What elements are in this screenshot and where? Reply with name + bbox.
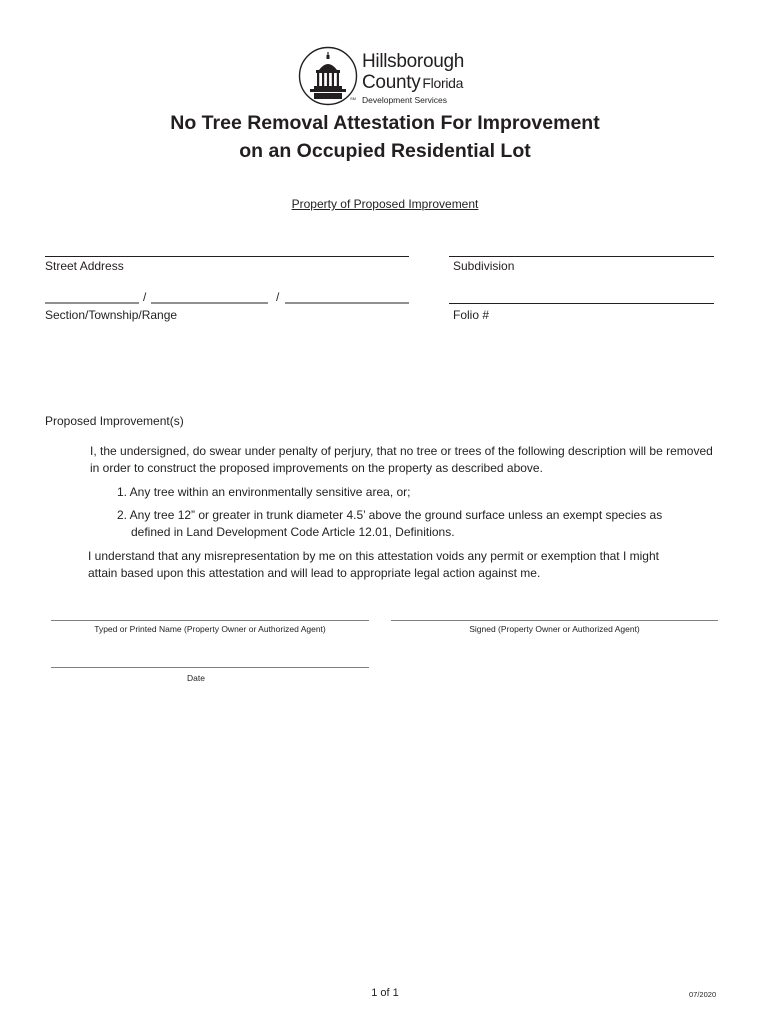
form-revision-date: 07/2020 xyxy=(689,990,717,999)
date-label: Date xyxy=(187,673,205,683)
signature-line[interactable] xyxy=(391,620,718,621)
street-address-line[interactable] xyxy=(45,256,409,257)
service-mark: SM xyxy=(350,96,356,101)
signature-label: Signed (Property Owner or Authorized Agent) xyxy=(469,624,640,634)
logo-hillsborough-text: Hillsborough xyxy=(362,51,465,72)
proposed-improvements-label: Proposed Improvement(s) xyxy=(45,414,184,428)
property-section-heading: Property of Proposed Improvement xyxy=(291,197,479,211)
page-number: 1 of 1 xyxy=(371,987,399,999)
condition-item-2-line1: 2. Any tree 12” or greater in trunk diameter 4.5’ above the ground surface unless an exempt species as xyxy=(117,508,663,522)
svg-text:/: / xyxy=(276,290,280,304)
condition-item-2-line2: defined in Land Development Code Article 12.01, Definitions. xyxy=(131,525,455,539)
logo-county-word: County xyxy=(362,72,421,93)
date-line[interactable] xyxy=(51,667,369,668)
logo-county-text xyxy=(362,73,463,93)
subdivision-label: Subdivision xyxy=(453,259,515,273)
county-seal-icon xyxy=(298,46,358,106)
hillsborough-county-logo xyxy=(298,46,498,108)
condition-item-1: 1. Any tree within an environmentally sensitive area, or; xyxy=(117,485,411,499)
folio-label: Folio # xyxy=(453,308,490,322)
logo-florida-word: Florida xyxy=(422,75,464,91)
subdivision-line[interactable] xyxy=(449,256,714,257)
form-title-line1: No Tree Removal Attestation For Improvement xyxy=(170,112,600,134)
logo-department-text: Development Services xyxy=(362,95,448,105)
section-township-range-label: Section/Township/Range xyxy=(45,308,178,322)
attestation-intro: I, the undersigned, do swear under penalty of perjury, that no tree or trees of the following description will be removed in order to construct the proposed improvements on the property as described above. xyxy=(90,444,713,475)
svg-text:/: / xyxy=(143,290,147,304)
form-title-line2: on an Occupied Residential Lot xyxy=(239,140,531,162)
typed-name-label: Typed or Printed Name (Property Owner or Authorized Agent) xyxy=(94,624,326,634)
street-address-label: Street Address xyxy=(45,259,124,273)
folio-line[interactable] xyxy=(449,303,714,304)
section-township-range-lines xyxy=(45,289,409,305)
typed-name-line[interactable] xyxy=(51,620,369,621)
section-township-range-blanks[interactable] xyxy=(45,289,409,308)
misrepresentation-statement: I understand that any misrepresentation by me on this attestation voids any permit or exemption that I might attain based upon this attestation and will lead to appropriate legal action against me. xyxy=(88,549,659,580)
